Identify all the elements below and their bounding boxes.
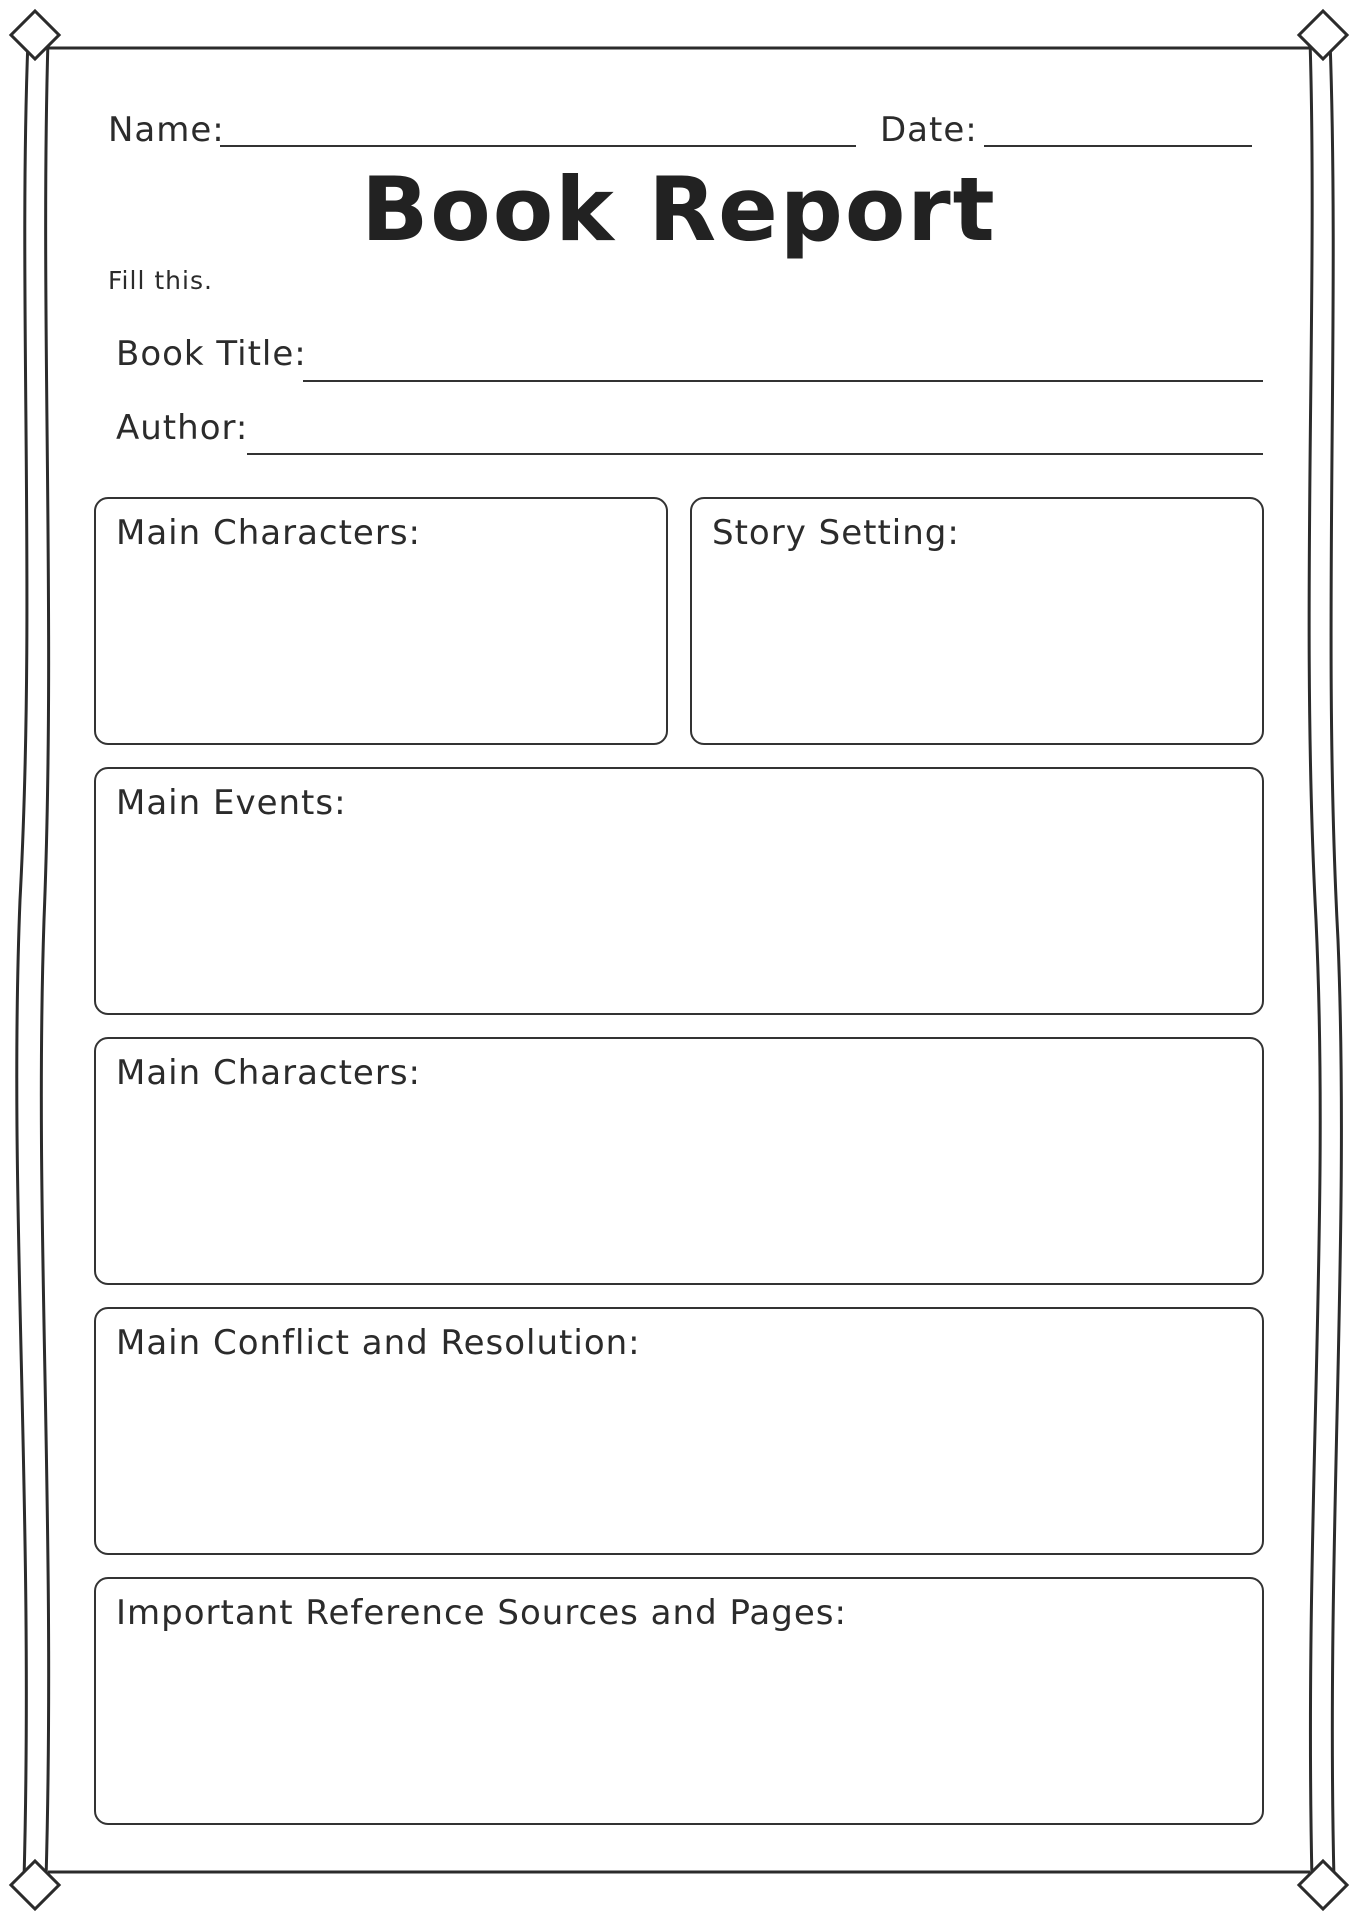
instructions-text: Fill this. [108, 266, 213, 295]
name-label: Name: [108, 110, 225, 150]
border-right-wave-inner [1309, 40, 1320, 1880]
main-characters-box-2[interactable] [94, 1037, 1264, 1285]
date-label: Date: [880, 110, 978, 150]
date-line[interactable] [984, 145, 1252, 147]
box-label: Story Setting: [712, 513, 960, 553]
book-title-label: Book Title: [116, 334, 307, 374]
main-events-box[interactable] [94, 767, 1264, 1015]
box-label: Main Events: [116, 783, 347, 823]
story-setting-box[interactable] [690, 497, 1264, 745]
corner-diamond-top-right [1299, 11, 1347, 59]
main-characters-box[interactable] [94, 497, 668, 745]
box-label: Important Reference Sources and Pages: [116, 1593, 847, 1633]
page-title: Book Report [361, 158, 997, 261]
box-label: Main Conflict and Resolution: [116, 1323, 641, 1363]
corner-diamond-bottom-right [1299, 1861, 1347, 1909]
box-label: Main Characters: [116, 513, 421, 553]
box-label: Main Characters: [116, 1053, 421, 1093]
author-line[interactable] [247, 453, 1263, 455]
conflict-resolution-box[interactable] [94, 1307, 1264, 1555]
border-left-wave-inner [41, 40, 48, 1880]
author-label: Author: [116, 408, 249, 448]
border-left-wave-outer [17, 40, 28, 1880]
book-title-line[interactable] [303, 380, 1263, 382]
corner-diamond-top-left [11, 11, 59, 59]
corner-diamond-bottom-left [11, 1861, 59, 1909]
reference-sources-box[interactable] [94, 1577, 1264, 1825]
border-right-wave-outer [1330, 40, 1341, 1880]
name-line[interactable] [220, 145, 856, 147]
